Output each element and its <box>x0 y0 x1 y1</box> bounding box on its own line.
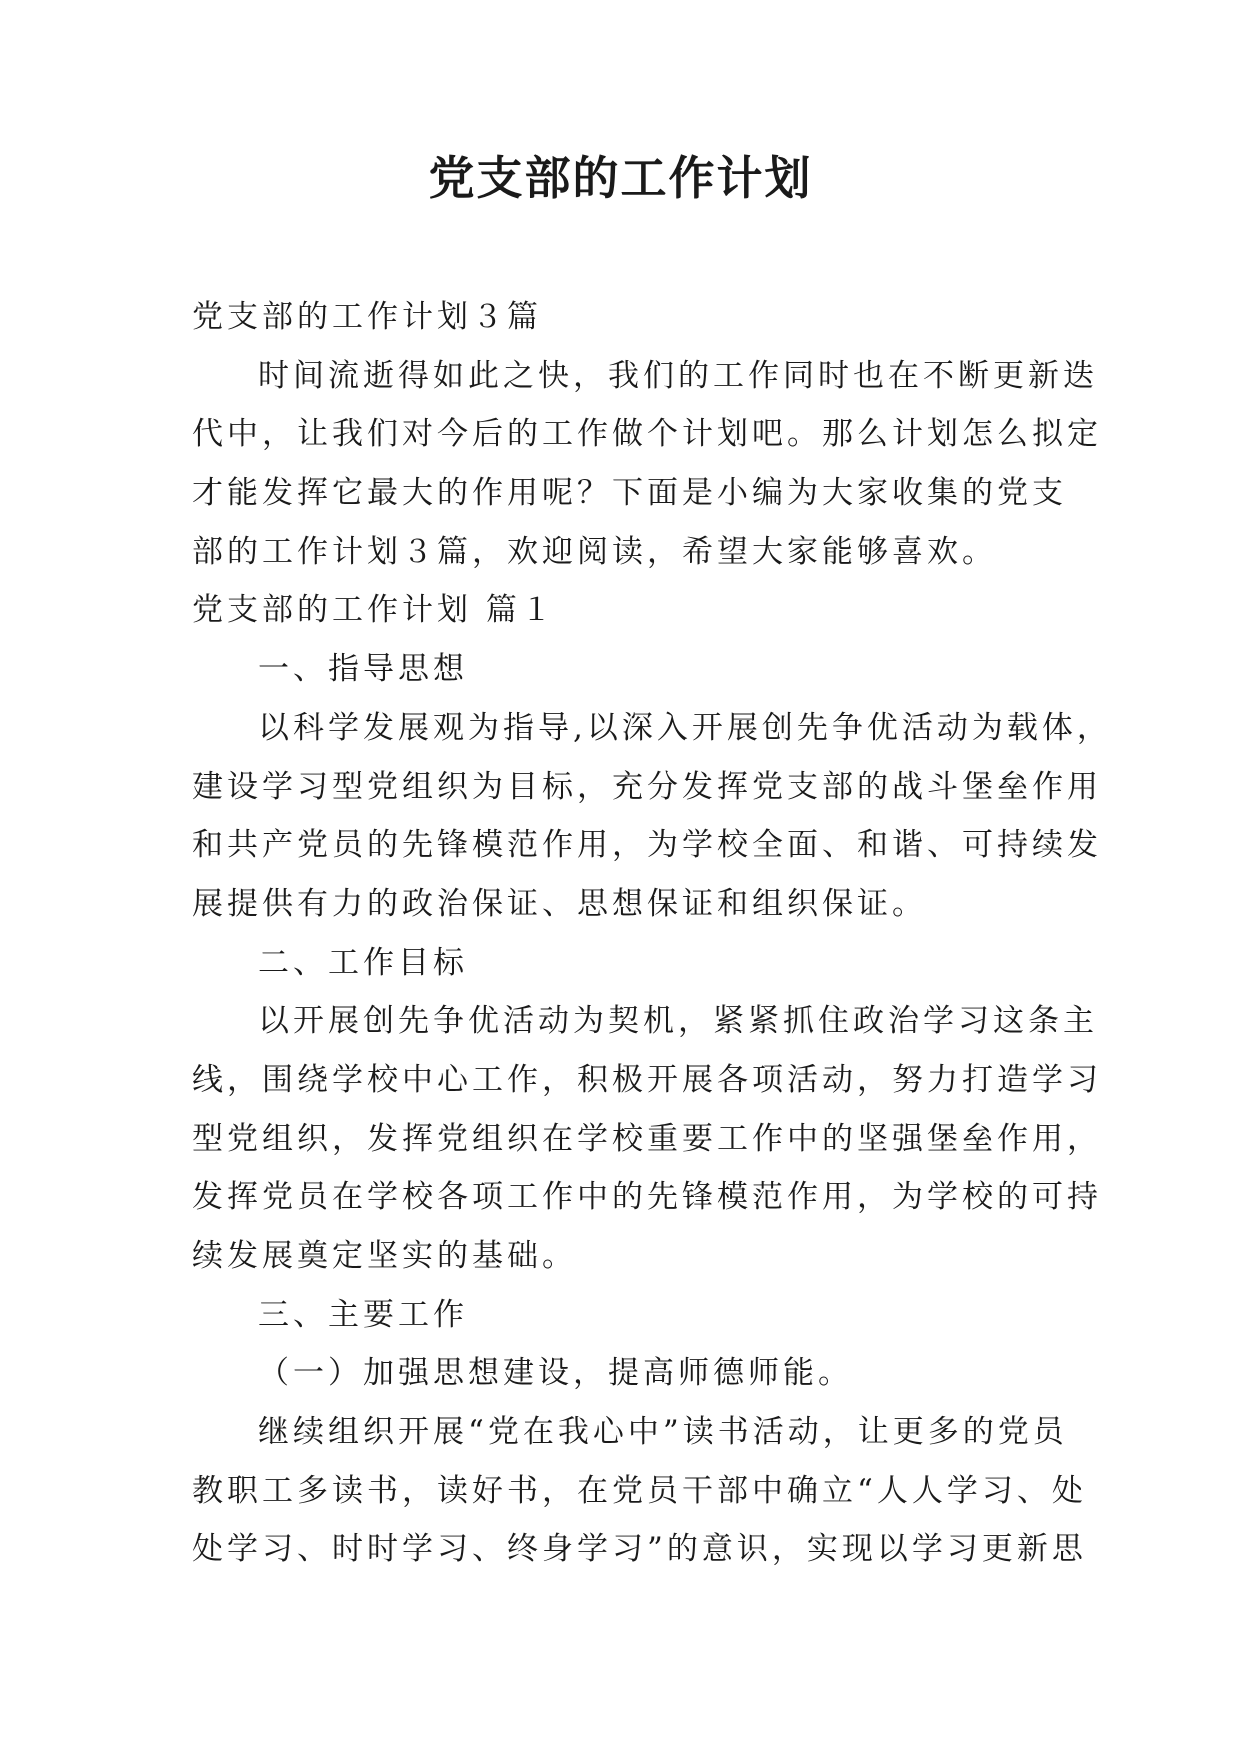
text-line: 发挥党员在学校各项工作中的先锋模范作用，为学校的可持 <box>192 1179 1102 1216</box>
text-line: 教职工多读书，读好书，在党员干部中确立“人人学习、处 <box>192 1472 1087 1509</box>
text-line: 三、主要工作 <box>258 1296 468 1333</box>
text-line: 时间流逝得如此之快，我们的工作同时也在不断更新迭 <box>258 357 1098 394</box>
document-title: 党支部的工作计划 <box>428 151 813 205</box>
text-line: 展提供有力的政治保证、思想保证和组织保证。 <box>192 885 927 922</box>
text-line: 续发展奠定坚实的基础。 <box>192 1238 577 1274</box>
text-line: 党支部的工作计划 篇１ <box>192 592 556 629</box>
text-line: 党支部的工作计划３篇 <box>192 299 542 335</box>
text-line: 代中，让我们对今后的工作做个计划吧。那么计划怎么拟定 <box>192 416 1102 453</box>
text-line: 二、工作目标 <box>258 944 468 981</box>
text-line: 线，围绕学校中心工作，积极开展各项活动，努力打造学习 <box>192 1061 1102 1098</box>
text-line: 建设学习型党组织为目标，充分发挥党支部的战斗堡垒作用 <box>192 768 1102 805</box>
text-line: 才能发挥它最大的作用呢？下面是小编为大家收集的党支 <box>192 475 1067 512</box>
text-line: 一、指导思想 <box>258 651 468 688</box>
text-line: 部的工作计划３篇，欢迎阅读，希望大家能够喜欢。 <box>192 533 997 570</box>
text-line: （一）加强思想建设，提高师德师能。 <box>258 1355 853 1392</box>
text-line: 继续组织开展“党在我心中”读书活动，让更多的党员 <box>258 1414 1068 1451</box>
text-line: 型党组织，发挥党组织在学校重要工作中的坚强堡垒作用， <box>192 1120 1102 1157</box>
document-body <box>192 288 1112 1579</box>
text-line: 以科学发展观为指导,以深入开展创先争优活动为载体， <box>258 709 1112 746</box>
text-line: 处学习、时时学习、终身学习”的意识，实现以学习更新思 <box>192 1531 1087 1568</box>
text-line: 以开展创先争优活动为契机，紧紧抓住政治学习这条主 <box>258 1003 1098 1040</box>
text-line: 和共产党员的先锋模范作用，为学校全面、和谐、可持续发 <box>192 827 1102 864</box>
